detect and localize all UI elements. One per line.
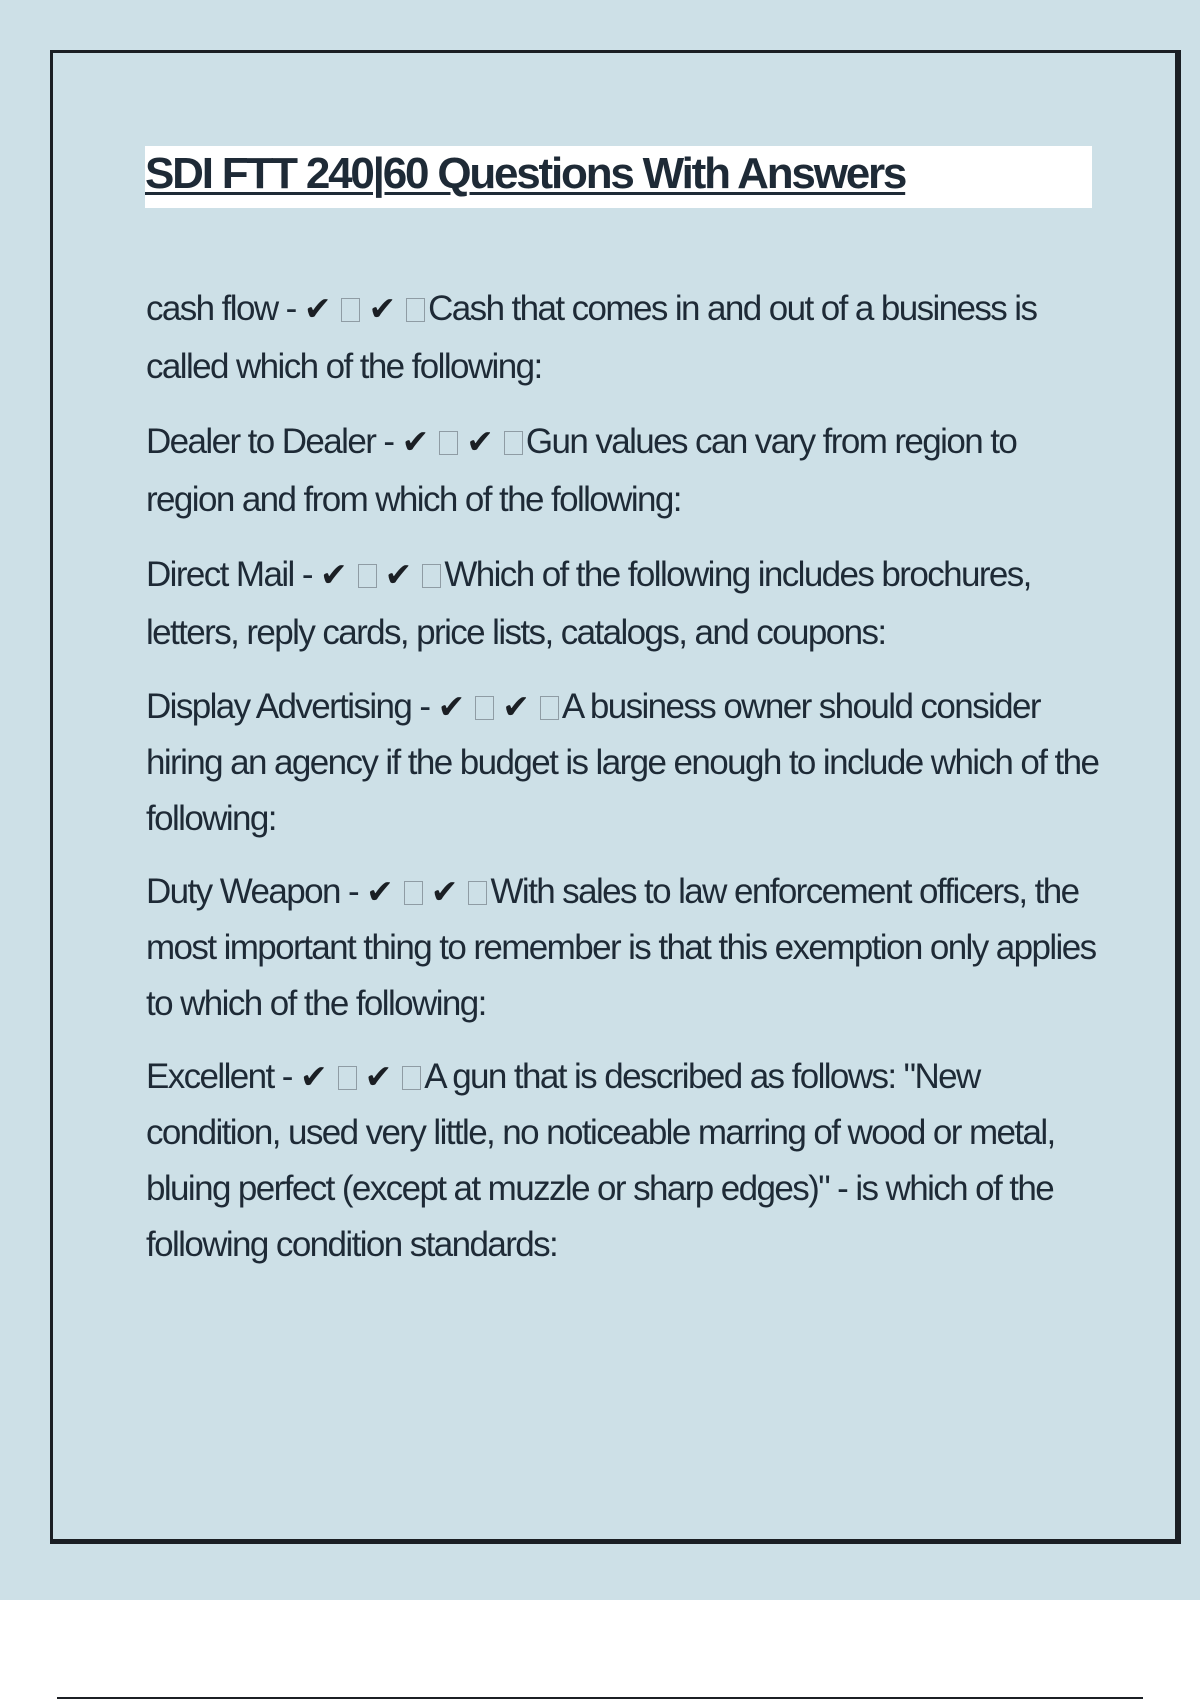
qa-separator: - xyxy=(277,289,304,328)
qa-answer: Display Advertising xyxy=(146,687,412,726)
qa-item xyxy=(146,280,1106,396)
checkmark-icon: ✔ xyxy=(437,687,466,726)
checkmark-icon: ✔ xyxy=(368,289,397,328)
qa-separator: - xyxy=(411,687,438,726)
empty-box-icon xyxy=(358,564,377,588)
qa-answer: cash flow xyxy=(146,289,278,328)
checkmark-icon: ✔ xyxy=(303,289,332,328)
empty-box-icon xyxy=(475,696,494,720)
qa-answer: Excellent xyxy=(146,1057,274,1096)
empty-box-icon xyxy=(439,431,458,455)
checkmark-icon: ✔ xyxy=(366,872,394,911)
checkmark-icon: ✔ xyxy=(320,555,348,594)
checkmark-icon: ✔ xyxy=(502,687,530,726)
qa-question: Cash that comes in and out of a business is called which of the following: xyxy=(146,289,1037,386)
empty-box-icon xyxy=(404,881,423,905)
empty-box-icon xyxy=(504,431,523,455)
qa-answer: Dealer to Dealer xyxy=(146,422,376,461)
qa-answer: Duty Weapon xyxy=(146,872,340,911)
qa-question: Gun values can vary from region to region and from which of the following: xyxy=(146,422,1017,519)
empty-box-icon xyxy=(468,881,487,905)
empty-box-icon xyxy=(338,1066,357,1090)
empty-box-icon xyxy=(422,564,441,588)
qa-list xyxy=(146,280,1106,1290)
checkmark-icon: ✔ xyxy=(401,422,430,461)
qa-question: With sales to law enforcement officers, the most important thing to remember is that this exemption only applies to which of the following: xyxy=(146,872,1096,1023)
qa-question: A business owner should consider hiring an agency if the budget is large enough to include which of the following: xyxy=(146,687,1099,838)
checkmark-icon: ✔ xyxy=(364,1057,393,1096)
qa-item xyxy=(146,546,1106,662)
qa-item xyxy=(146,413,1106,529)
empty-box-icon xyxy=(540,696,559,720)
checkmark-icon: ✔ xyxy=(299,1057,328,1096)
checkmark-icon: ✔ xyxy=(430,872,459,911)
qa-separator: - xyxy=(339,872,367,911)
qa-separator: - xyxy=(273,1057,300,1096)
qa-separator: - xyxy=(375,422,402,461)
empty-box-icon xyxy=(406,298,425,322)
qa-item xyxy=(146,679,1106,847)
qa-item xyxy=(146,864,1106,1032)
qa-question: Which of the following includes brochures, letters, reply cards, price lists, catalogs, and coupons: xyxy=(146,555,1031,652)
qa-question: A gun that is described as follows: "New condition, used very little, no noticeable marring of wood or metal, bluing perfect (except at muzzle or sharp edges)" - is which of the following condition standards: xyxy=(146,1057,1055,1264)
qa-separator: - xyxy=(293,555,321,594)
qa-item xyxy=(146,1049,1106,1273)
footer-divider xyxy=(57,1697,1143,1699)
empty-box-icon xyxy=(402,1066,421,1090)
document-title: SDI FTT 240|60 Questions With Answers xyxy=(145,149,906,198)
checkmark-icon: ✔ xyxy=(466,422,494,461)
checkmark-icon: ✔ xyxy=(384,555,413,594)
qa-answer: Direct Mail xyxy=(146,555,294,594)
empty-box-icon xyxy=(341,298,360,322)
